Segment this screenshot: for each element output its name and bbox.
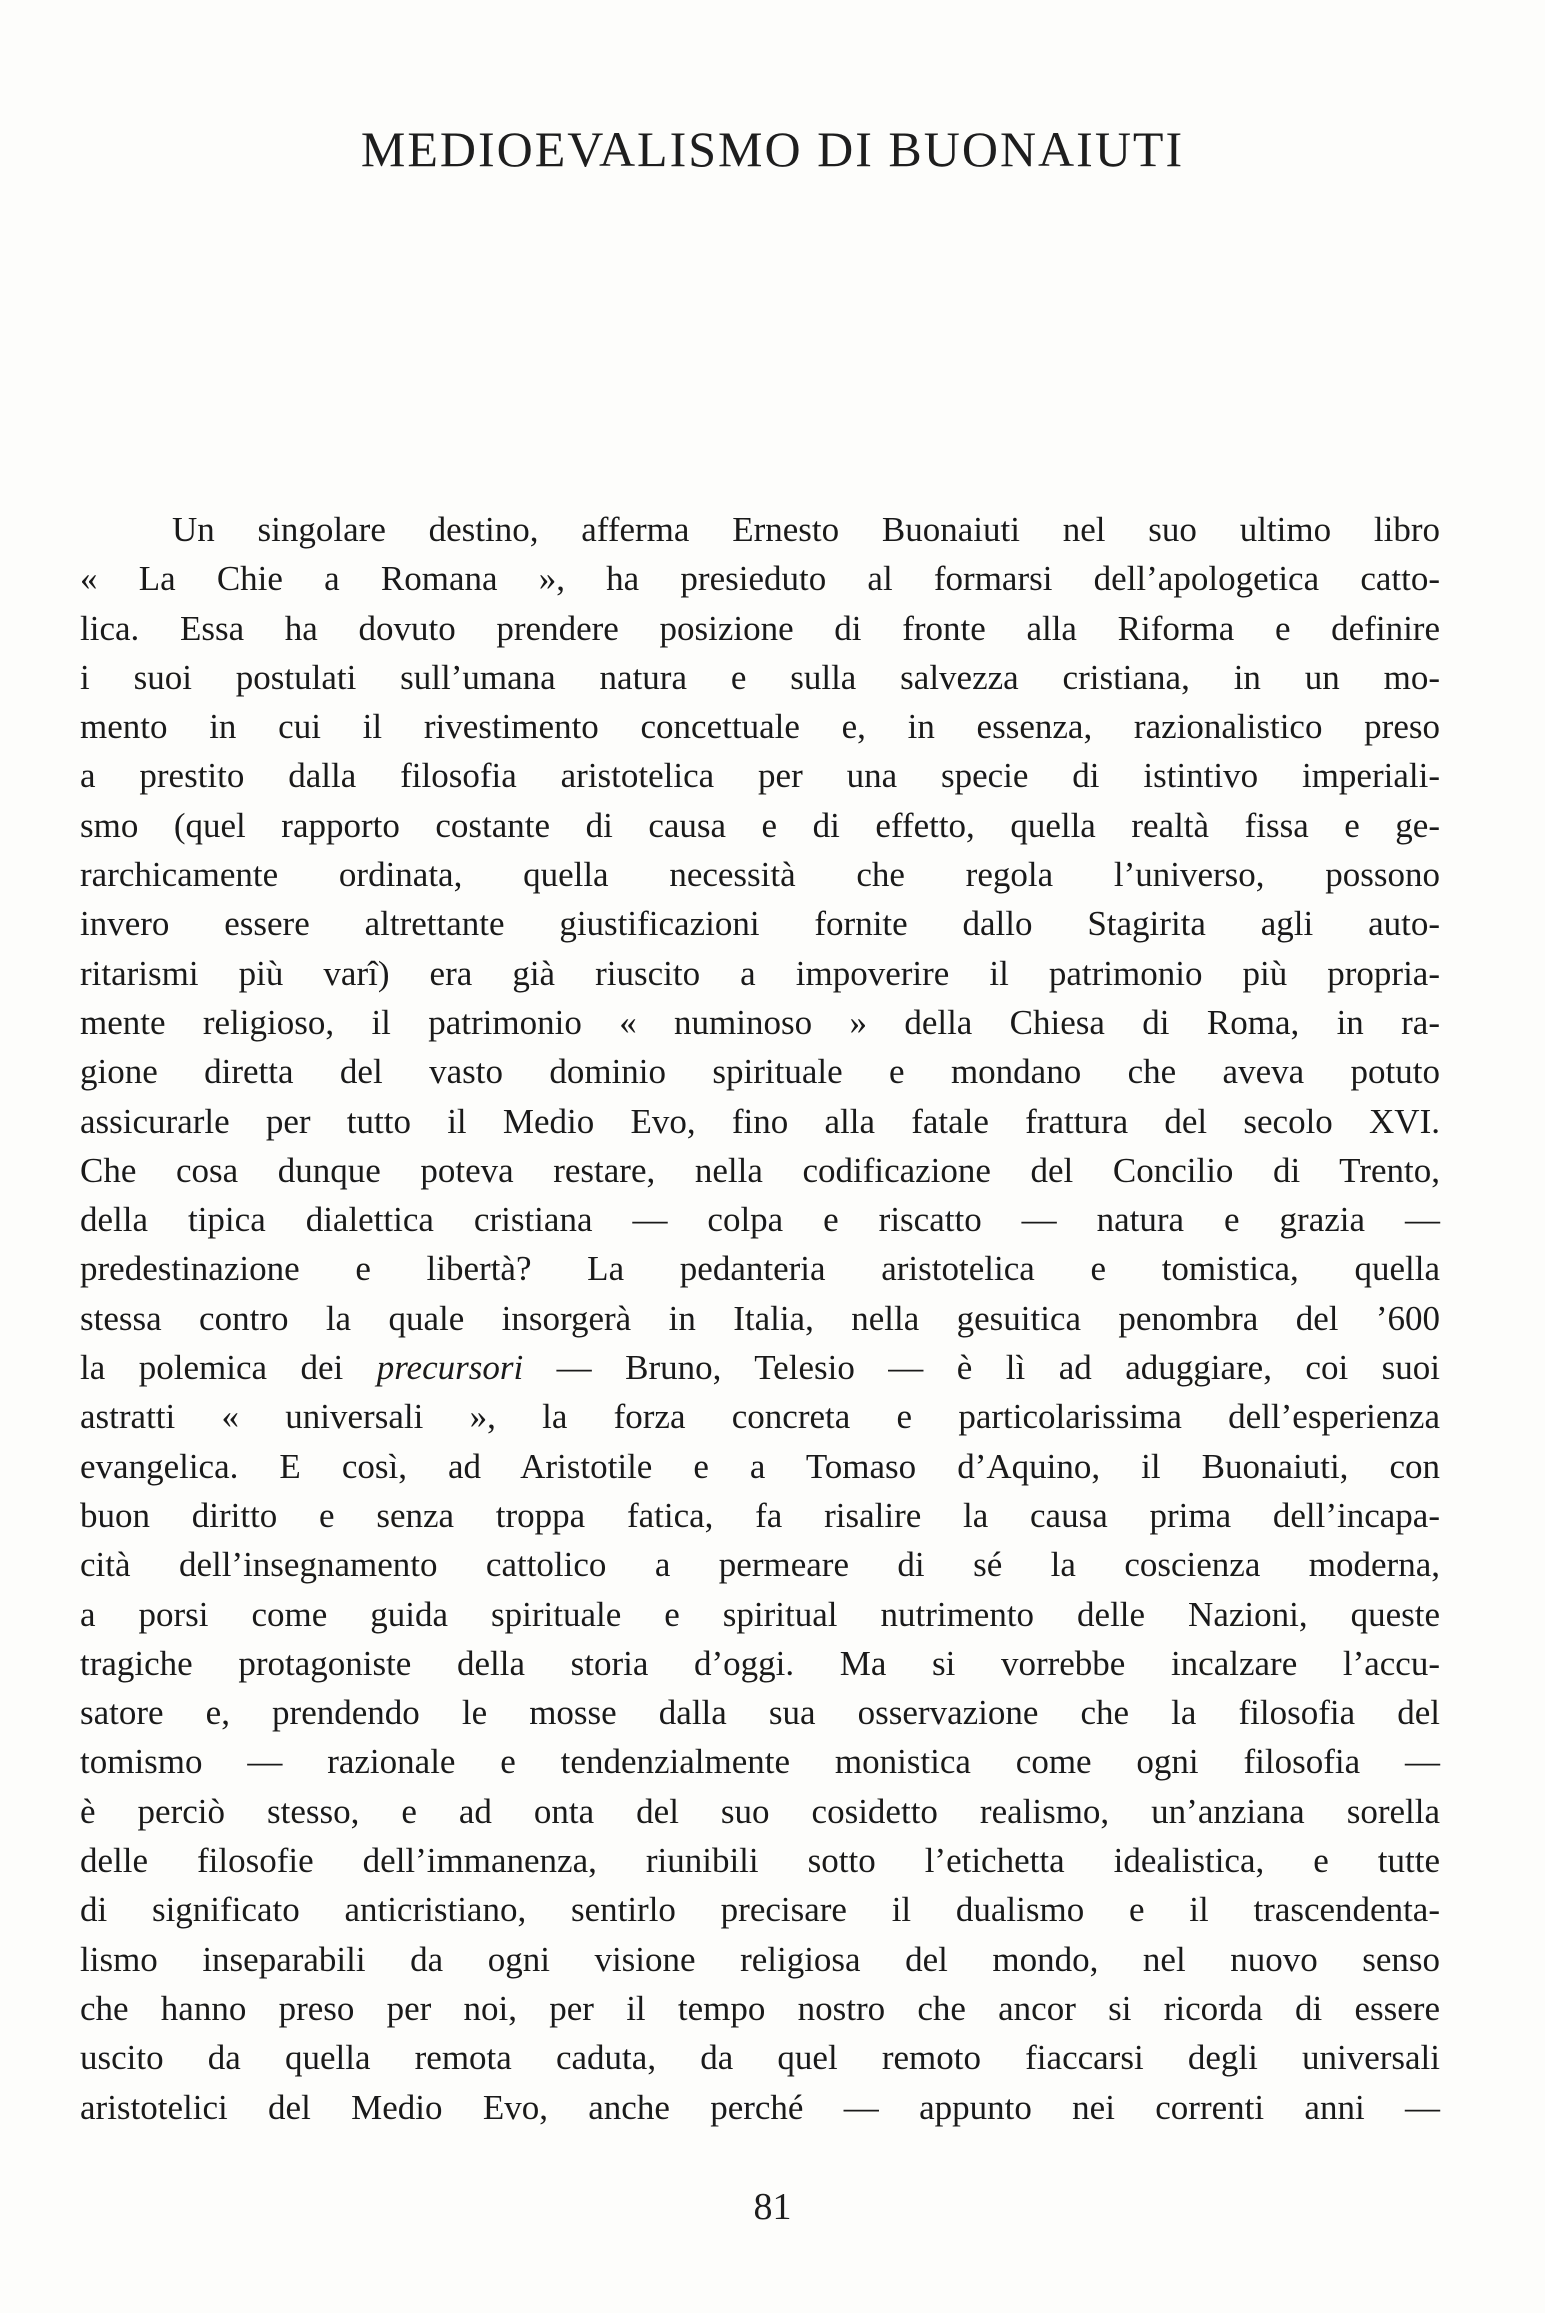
text-line: assicurarle per tutto il Medio Evo, fino alla fatale frattura del secolo XVI. [80, 1101, 1440, 1141]
text-line: predestinazione e libertà? La pedanteria aristotelica e tomistica, quella [80, 1249, 1440, 1289]
text-line: invero essere altrettante giustificazioni fornite dallo Stagirita agli auto- [80, 904, 1440, 944]
page-number: 81 [753, 2186, 792, 2228]
text-line: satore e, prendendo le mosse dalla sua osservazione che la filosofia del [80, 1693, 1440, 1733]
text-line: gione diretta del vasto dominio spirituale e mondano che aveva potuto [80, 1052, 1440, 1092]
text-line: lica. Essa ha dovuto prendere posizione di fronte alla Riforma e definire [80, 608, 1440, 648]
text-line: è perciò stesso, e ad onta del suo cosidetto realismo, un’anziana sorella [80, 1791, 1440, 1831]
text-line: mento in cui il rivestimento concettuale e, in essenza, razionalistico preso [80, 707, 1440, 747]
text-line: Un singolare destino, afferma Ernesto Buonaiuti nel suo ultimo libro [172, 510, 1440, 549]
text-line: stessa contro la quale insorgerà in Italia, nella gesuitica penombra del ’600 [80, 1298, 1440, 1338]
text-line: tragiche protagoniste della storia d’oggi. Ma si vorrebbe incalzare l’accu- [80, 1643, 1440, 1683]
chapter-title: MEDIOEVALISMO DI BUONAIUTI [360, 121, 1185, 177]
text-line: che hanno preso per noi, per il tempo nostro che ancor si ricorda di essere [80, 1988, 1440, 2028]
text-line: ritarismi più varî) era già riuscito a impoverire il patrimonio più propria- [80, 953, 1440, 993]
text-line: mente religioso, il patrimonio « numinoso » della Chiesa di Roma, in ra- [80, 1002, 1440, 1042]
text-line: tomismo — razionale e tendenzialmente monistica come ogni filosofia — [80, 1742, 1440, 1782]
text-line: lismo inseparabili da ogni visione religiosa del mondo, nel nuovo senso [80, 1939, 1440, 1979]
text-line: a porsi come guida spirituale e spiritual nutrimento delle Nazioni, queste [80, 1594, 1440, 1634]
emphasized-word: precursori [376, 1348, 524, 1388]
text-line: buon diritto e senza troppa fatica, fa risalire la causa prima dell’incapa- [80, 1495, 1440, 1535]
text-line: Che cosa dunque poteva restare, nella codificazione del Concilio di Trento, [80, 1150, 1440, 1190]
text-line: uscito da quella remota caduta, da quel remoto fiaccarsi degli universali [80, 2038, 1440, 2078]
text-line: evangelica. E così, ad Aristotile e a Tomaso d’Aquino, il Buonaiuti, con [80, 1446, 1440, 1486]
text-line: smo (quel rapporto costante di causa e di effetto, quella realtà fissa e ge- [80, 805, 1440, 845]
text-line: aristotelici del Medio Evo, anche perché — appunto nei correnti anni — [80, 2087, 1440, 2127]
text-line: di significato anticristiano, sentirlo precisare il dualismo e il trascendenta- [80, 1890, 1440, 1930]
text-line: i suoi postulati sull’umana natura e sulla salvezza cristiana, in un mo- [80, 657, 1440, 697]
body-paragraph [80, 505, 1440, 2132]
text-line: « La Chie a Romana », ha presieduto al formarsi dell’apologetica catto- [80, 559, 1440, 599]
text-line: della tipica dialettica cristiana — colpa e riscatto — natura e grazia — [80, 1200, 1440, 1240]
text-line: cità dell’insegnamento cattolico a permeare di sé la coscienza moderna, [80, 1545, 1440, 1585]
text-line: rarchicamente ordinata, quella necessità che regola l’universo, possono [80, 855, 1440, 895]
text-line: astratti « universali », la forza concreta e particolarissima dell’esperienza [80, 1397, 1440, 1437]
text-line: la polemica dei precursori — Bruno, Telesio — è lì ad aduggiare, coi suoi [80, 1348, 1440, 1388]
text-line: a prestito dalla filosofia aristotelica per una specie di istintivo imperiali- [80, 756, 1440, 796]
text-line: delle filosofie dell’immanenza, riunibili sotto l’etichetta idealistica, e tutte [80, 1841, 1440, 1881]
